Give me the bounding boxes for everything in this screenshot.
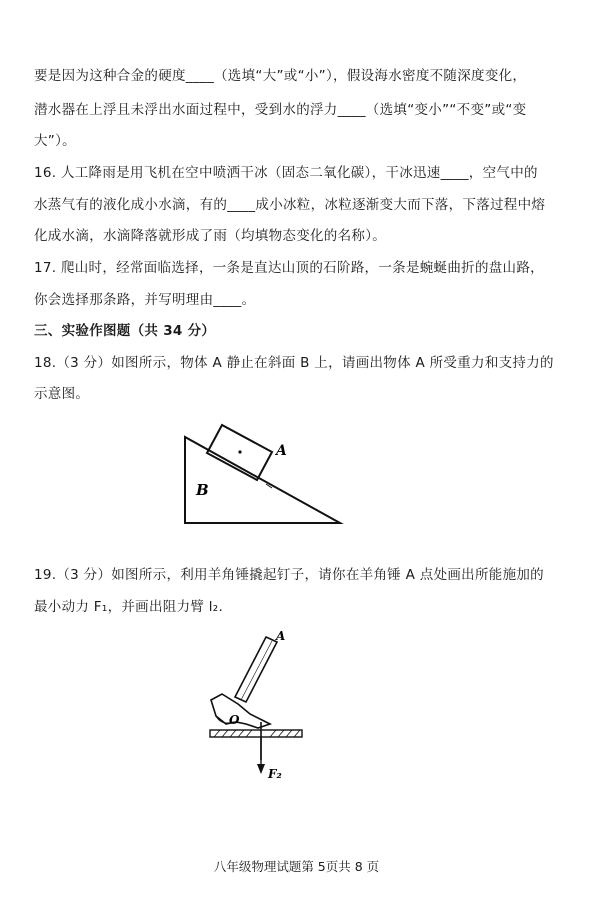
page-footer: 八年级物理试题第 5页共 8 页 bbox=[213, 859, 380, 874]
question-17-line-1: 17. 爬山时，经常面临选择，一条是直达山顶的石阶路，一条是蜿蜒曲折的盘山路， bbox=[34, 260, 544, 276]
hammer-handle bbox=[235, 637, 277, 702]
text-line-1: 要是因为这种合金的硬度____（选填“大”或“小”），假设海水密度不随深度变化， bbox=[34, 68, 527, 84]
question-16-line-1: 16. 人工降雨是用飞机在空中喷洒干冰（固态二氧化碳），干冰迅速____，空气中的 bbox=[34, 165, 538, 181]
section-heading: 三、实验作图题（共 34 分） bbox=[34, 323, 216, 339]
text-line-2: 潜水器在上浮且未浮出水面过程中，受到水的浮力____（选填“变小”“不变”或“变 bbox=[34, 102, 527, 118]
question-16-line-2: 水蒸气有的液化成小水滴，有的____成小冰粒，冰粒逐渐变大而下落，下落过程中熔 bbox=[34, 197, 546, 213]
wood-board bbox=[210, 730, 302, 737]
text-line-3: 大”）。 bbox=[34, 133, 76, 149]
question-16-line-3: 化成水滴，水滴降落就形成了雨（均填物态变化的名称）。 bbox=[34, 228, 387, 244]
question-18-line-1: 18.（3 分）如图所示，物体 A 静止在斜面 B 上，请画出物体 A 所受重力和支持力的 bbox=[34, 355, 554, 371]
question-18-line-2: 示意图。 bbox=[34, 386, 90, 402]
label-hammer-a: A bbox=[276, 629, 286, 643]
label-pivot-o: O bbox=[229, 713, 240, 727]
question-19-line-2: 最小动力 F₁，并画出阻力臂 l₂. bbox=[34, 599, 224, 615]
question-17-line-2: 你会选择那条路，并写明理由____。 bbox=[34, 292, 256, 308]
label-f2: F₂ bbox=[268, 767, 282, 781]
label-a: A bbox=[276, 443, 287, 459]
label-b: B bbox=[196, 481, 209, 499]
question-19-line-1: 19.（3 分）如图所示，利用羊角锤撬起钉子，请你在羊角锤 A 点处画出所能施加的 bbox=[34, 567, 544, 583]
